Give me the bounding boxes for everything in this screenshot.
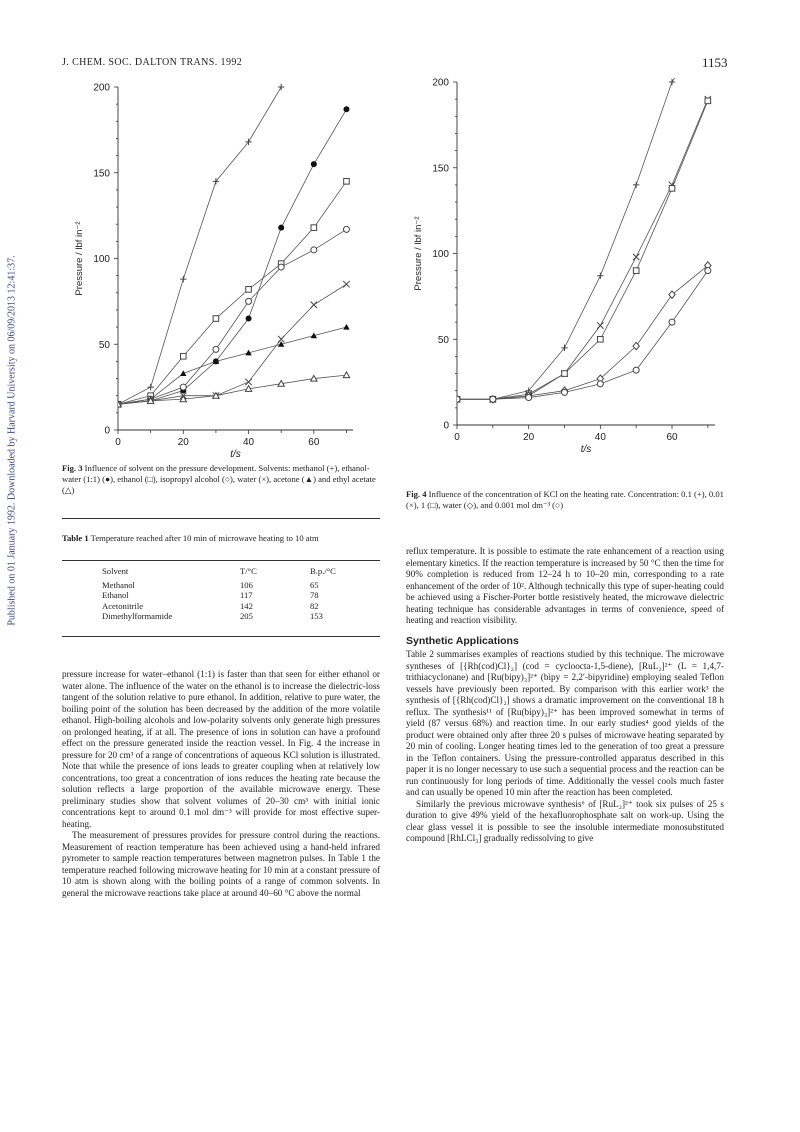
data-point-marker — [343, 324, 349, 330]
data-point-marker — [633, 182, 639, 188]
data-point-marker — [311, 161, 317, 167]
data-point-marker — [343, 372, 349, 378]
table-row — [98, 601, 374, 612]
table-cell: 65 — [310, 579, 319, 590]
table-header-row — [98, 566, 374, 580]
table-cell: 153 — [310, 611, 323, 621]
data-point-marker — [454, 396, 460, 402]
y-axis-label: Pressure / lbf in⁻² — [413, 216, 424, 291]
data-series — [115, 281, 350, 407]
data-point-marker — [246, 287, 252, 293]
x-tick-label: 60 — [666, 432, 678, 443]
table1-bottom-rule — [62, 636, 380, 637]
data-point-marker — [343, 281, 349, 287]
data-point-marker — [633, 268, 639, 274]
x-axis-label: t/s — [230, 449, 241, 460]
journal-header: J. CHEM. SOC. DALTON TRANS. 1992 — [62, 57, 243, 68]
fig4-caption-text: Influence of the concentration of KCl on the heating rate. Concentration: 0.1 (+), 0.01 (×), 1 (□), water (◇), and 0.001 mol dm⁻³ (○) — [406, 489, 724, 510]
divider — [62, 518, 380, 519]
table-cell: 78 — [310, 590, 319, 600]
data-point-marker — [278, 264, 284, 270]
data-point-marker — [343, 106, 349, 112]
data-point-marker — [633, 254, 639, 260]
table1-top-rule — [62, 560, 380, 561]
data-point-marker — [311, 225, 317, 231]
watermark-text: Published on 01 January 1992. Downloaded by Harvard University on 06/09/2013 12:41:37. — [6, 255, 18, 626]
data-point-marker — [633, 367, 639, 373]
data-point-marker — [278, 225, 284, 231]
x-tick-label: 0 — [454, 432, 460, 443]
table-cell: Dimethylformamide — [102, 611, 173, 621]
data-point-marker — [311, 302, 317, 308]
download-watermark — [2, 230, 16, 660]
fig4-chart — [410, 70, 740, 490]
table-cell: Acetonitrile — [102, 600, 144, 611]
data-point-marker — [705, 268, 711, 274]
data-series — [454, 262, 711, 403]
data-series — [454, 70, 697, 402]
data-point-marker — [490, 396, 496, 402]
x-tick-label: 0 — [115, 437, 121, 448]
data-series — [115, 179, 349, 408]
y-tick-label: 100 — [93, 254, 110, 265]
series-line — [118, 87, 281, 404]
data-point-marker — [278, 84, 284, 90]
table-cell: Ethanol — [102, 590, 129, 600]
data-series — [454, 98, 710, 402]
y-tick-label: 50 — [98, 339, 110, 351]
table1-caption-text: Temperature reached after 10 min of microwave heating to 10 atm — [88, 533, 319, 543]
table-row — [98, 580, 374, 591]
data-point-marker — [180, 276, 186, 282]
table-cell: Methanol — [102, 579, 135, 590]
x-axis-label: t/s — [580, 444, 592, 455]
x-tick-label: 40 — [594, 432, 606, 443]
series-line — [457, 271, 708, 400]
fig3-caption-label: Fig. 3 — [62, 463, 83, 473]
table-cell: 205 — [240, 611, 253, 621]
table-row — [98, 590, 374, 601]
table1-caption — [62, 533, 380, 544]
x-tick-label: 60 — [308, 437, 320, 448]
x-tick-label: 20 — [177, 437, 189, 448]
data-point-marker — [147, 384, 153, 390]
data-point-marker — [598, 336, 604, 342]
data-point-marker — [597, 273, 603, 279]
y-tick-label: 100 — [432, 249, 449, 260]
data-point-marker — [311, 247, 317, 253]
series-line — [118, 284, 346, 404]
right-column-text — [406, 546, 724, 845]
x-tick-label: 40 — [242, 437, 255, 448]
table-cell: 142 — [240, 600, 253, 611]
table1 — [98, 566, 374, 622]
data-point-marker — [246, 316, 252, 322]
data-point-marker — [344, 179, 350, 185]
y-tick-label: 150 — [432, 163, 449, 175]
table-cell: 117 — [240, 590, 253, 600]
left-column-text — [62, 669, 380, 899]
fig3-chart — [60, 75, 380, 470]
data-point-marker — [669, 79, 675, 85]
section-heading: Synthetic Applications — [406, 634, 519, 647]
data-series — [115, 372, 350, 407]
paragraph: The measurement of pressures provides for pressure control during the reactions. Measurement of reaction temperature has been achieved using a hand-held infrared pyrometer to sample reaction temperatures between magnetron pulses. In Table 1 the temperature reached following microwave heating for 10 min at a constant pressure of 10 atm is shown along with the boiling points of a range of common solvents. In general the microwave reactions take place at around 40–60 °C above the normal — [62, 830, 380, 898]
fig3-caption — [62, 463, 380, 496]
series-line — [118, 181, 346, 404]
x-tick-label: 20 — [523, 432, 535, 443]
table-cell: 82 — [310, 600, 319, 611]
data-point-marker — [705, 98, 711, 104]
data-point-marker — [562, 371, 568, 377]
data-point-marker — [180, 353, 186, 359]
y-tick-label: 0 — [104, 425, 110, 437]
table-header-cell: Solvent — [102, 566, 129, 576]
series-line — [457, 266, 708, 400]
data-point-marker — [213, 316, 219, 322]
data-series — [454, 268, 711, 403]
page-number: 1153 — [702, 55, 728, 70]
fig4-caption-label: Fig. 4 — [406, 489, 427, 499]
series-line — [457, 70, 694, 399]
y-tick-label: 0 — [443, 420, 449, 432]
data-point-marker — [669, 319, 675, 325]
data-series — [115, 84, 285, 408]
paragraph: Similarly the previous microwave synthesis⁶ of [RuL₂]²⁺ took six pulses of 25 s duration to give 49% yield of the hexafluorophosphate salt on work-up. Using the clear glass vessel it is possible to see the insoluble intermediate monosubstituted compound [RhLCl₃] gradually redissolving to give — [406, 798, 724, 843]
series-line — [457, 101, 708, 399]
data-point-marker — [180, 370, 186, 376]
paragraph: reflux temperature. It is possible to estimate the rate enhancement of a reaction using elementary kinetics. If the reaction temperature is increased by 50 °C then the time for 90% completion is reduced from 12–24 h to 10–20 min, corresponding to a rate enhancement of the order of 10². Although technically this type of super-heating could be achieved using a Fischer-Porter bottle resistively heated, the microwave dielectric heating technique has considerable advantages in terms of convenience, speed of heating and reaction visibility. — [406, 546, 724, 625]
table-row — [98, 611, 374, 622]
data-point-marker — [343, 226, 349, 232]
y-tick-label: 200 — [432, 77, 449, 89]
data-point-marker — [597, 381, 603, 387]
fig4-caption — [406, 489, 724, 511]
y-tick-label: 50 — [437, 334, 449, 346]
series-line — [457, 99, 708, 399]
data-point-marker — [597, 322, 603, 328]
data-point-marker — [246, 298, 252, 304]
y-axis-label: Pressure / lbf in⁻² — [74, 221, 85, 296]
table-cell: 106 — [240, 579, 253, 590]
y-tick-label: 150 — [93, 168, 110, 180]
fig3-caption-text: Influence of solvent on the pressure development. Solvents: methanol (+), ethanol-water (1:1) (●), ethanol (□), isopropyl alcohol (○), water (×), acetone (▲) and ethyl acetate (△) — [62, 463, 376, 495]
y-tick-label: 200 — [93, 82, 110, 94]
table1-label: Table 1 — [62, 533, 89, 543]
data-point-marker — [562, 389, 568, 395]
data-point-marker — [180, 384, 186, 390]
data-point-marker — [245, 379, 251, 385]
paragraph: pressure increase for water–ethanol (1:1) is faster than that seen for either ethanol or water alone. The influence of the water on the ethanol is to increase the dielectric-loss tangent of the solution relative to pure ethanol. In addition, relative to pure water, the boiling point of the solution has been decreased by the addition of the more volatile ethanol. High-boiling alcohols and low-polarity solvents only generate high pressures on prolonged heating, if at all. The presence of ions in solution can have a profound effect on the pressure generated inside the reaction vessel. In Fig. 4 the increase in pressure for 20 cm³ of a range of concentrations of aqueous KCl solution is illustrated. Note that while the presence of ions leads to greater coupling when at relatively low concentrations, too great a concentration of ions reduces the heating rate because the solution reflects a large proportion of the available microwave energy. These preliminary studies show that solvent volumes of 20–30 cm³ with initial ionic concentrations kept to around 0.1 mol dm⁻³ will provide for most effective super-heating. — [62, 669, 380, 829]
table-header-cell: T/°C — [240, 566, 257, 576]
data-series — [115, 106, 349, 407]
data-point-marker — [669, 186, 675, 192]
data-point-marker — [526, 395, 532, 401]
series-line — [118, 109, 346, 404]
paragraph: Table 2 summarises examples of reactions studied by this technique. The microwave syntheses of [{Rh(cod)Cl}₂] (cod = cycloocta-1,5-diene), [RuL₂]²⁺ (L = 1,4,7-trithiacyclonane) and [Ru(bipy)₃]²⁺ (bipy = 2,2′-bipyridine) employing sealed Teflon vessels have previously been reported. By comparison with this earlier work³ the synthesis of [{Rh(cod)Cl}₂] shows a dramatic improvement on the conventional 18 h reflux. The synthesis¹¹ of [Ru(bipy)₃]²⁺ has been improved somewhat in terms of yield (87 versus 68%) and reaction time. In our early studies⁴ good yields of the product were obtained only after three 20 s pulses of microwave heating separated by 20 min of cooling. Longer heating times led to the generation of too great a pressure in the Teflon containers. Using the pressure-controlled apparatus described in this paper it is no longer necessary to use such a sequential process and the reaction can be run continuously for long periods of time. Additionally the vessel cools much faster and can usually be opened 10 min after the reaction has been completed. — [406, 649, 724, 797]
table-header-cell: B.p./°C — [310, 566, 336, 576]
data-point-marker — [213, 346, 219, 352]
